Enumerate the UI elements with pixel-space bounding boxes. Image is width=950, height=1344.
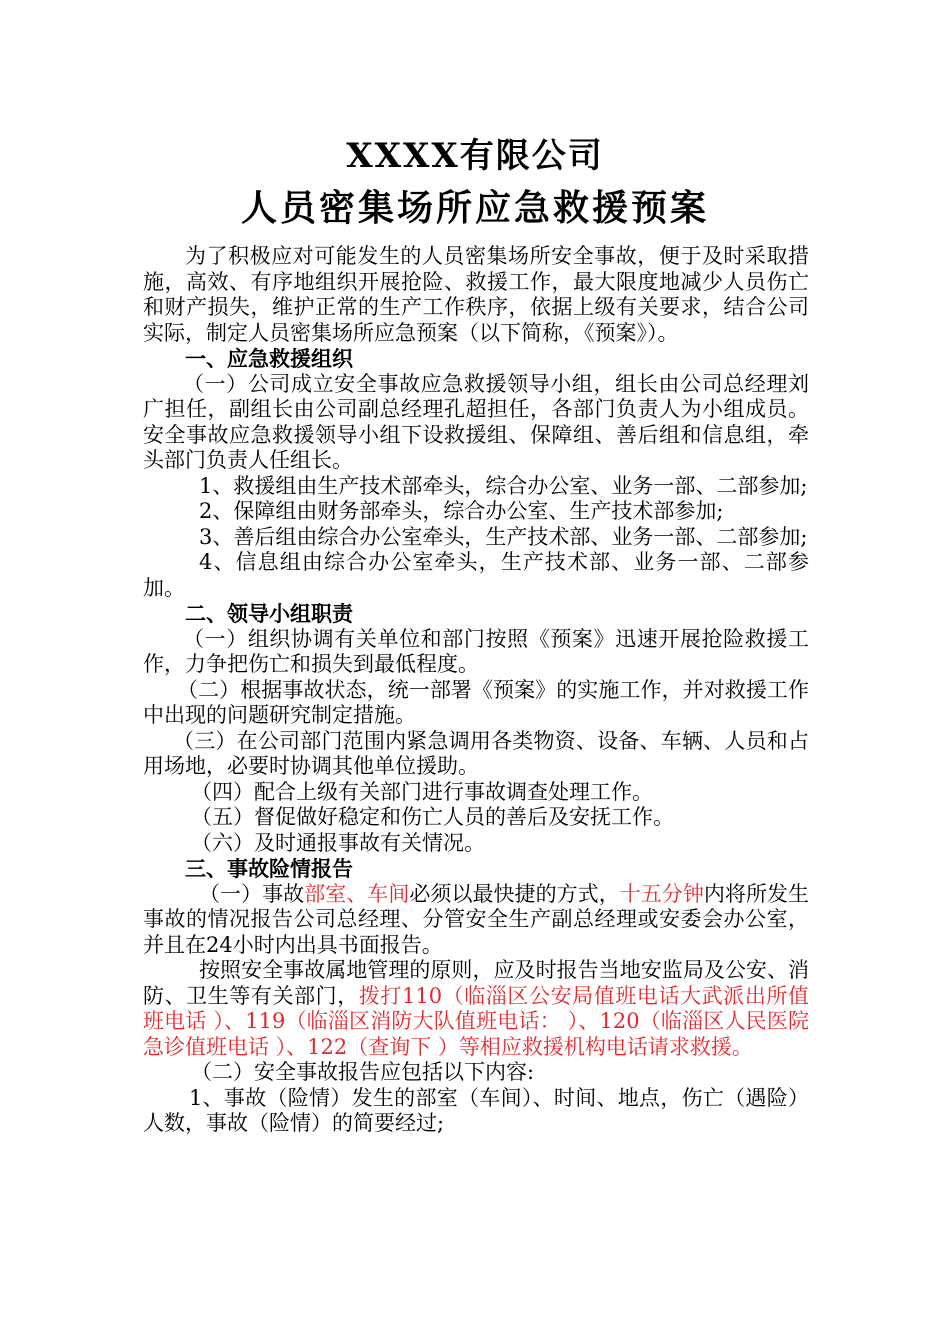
p1-part-e: 内将所发生事故的情况报告公司总经理、分管安全生产副总经理或安委会办公室，并且在24小时内出具书面报告。	[143, 881, 810, 957]
section3-paragraph-1	[143, 882, 809, 959]
plan-title: 人员密集场所应急救援预案	[240, 187, 709, 229]
section2-heading: 二、领导小组职责	[185, 601, 353, 626]
section2-item-3: （三）在公司部门范围内紧急调用各类物资、设备、车辆、人员和占用场地，必要时协调其他单位援助。	[143, 728, 809, 778]
section1-item-2: 2、保障组由财务部牵头，综合办公室、生产技术部参加;	[199, 499, 724, 523]
company-title: XXXX有限公司	[346, 136, 604, 176]
section1-item-3: 3、善后组由综合办公室牵头，生产技术部、业务一部、二部参加;	[199, 524, 808, 549]
section2-item-4: （四）配合上级有关部门进行事故调查处理工作。	[191, 779, 653, 804]
section3-paragraph-3: （二）安全事故报告应包括以下内容:	[191, 1060, 535, 1084]
p1-part-c: 必须以最快捷的方式，	[409, 881, 620, 906]
section1-item-4: 4、信息组由综合办公室牵头，生产技术部、业务一部、二部参加。	[143, 550, 809, 600]
section2-item-5: （五）督促做好稳定和伤亡人员的善后及安抚工作。	[191, 805, 674, 829]
section1-heading: 一、应急救援组织	[185, 346, 353, 371]
p2-part-a: 按照安全事故属地管理的原则，应及时报告当地安监局及公安、消防、卫生等有关部门，	[143, 958, 809, 1008]
section2-item-1: （一）组织协调有关单位和部门按照《预案》迅速开展抢险救援工作，力争把伤亡和损失到最低程度。	[143, 626, 809, 676]
section3-heading: 三、事故险情报告	[185, 856, 353, 881]
section2-item-6: （六）及时通报事故有关情况。	[191, 830, 485, 855]
intro-paragraph: 为了积极应对可能发生的人员密集场所安全事故，便于及时采取措施，高效、有序地组织开展抢险、救援工作，最大限度地减少人员伤亡和财产损失，维护正常的生产工作秩序，依据上级有关要求，结合公司实际，制定人员密集场所应急预案（以下简称，《预案》）。	[143, 244, 809, 345]
document-body	[143, 244, 809, 1137]
section3-paragraph-4: 1、事故（险情）发生的部室（车间）、时间、地点，伤亡（遇险）人数，事故（险情）的简要经过;	[143, 1085, 809, 1135]
time-limit-highlight: 十五分钟	[619, 881, 704, 906]
p1-part-a: （一）事故	[199, 881, 305, 906]
section3-paragraph-2	[143, 958, 809, 1060]
section1-paragraph: （一）公司成立安全事故应急救援领导小组，组长由公司总经理刘广担任，副组长由公司副总经理孔超担任，各部门负责人为小组成员。安全事故应急救援领导小组下设救援组、保障组、善后组和信息组，牵头部门负责人任组长。	[143, 371, 809, 472]
emergency-numbers-highlight: 拨打110（临淄区公安局值班电话大武派出所值班电话 ）、119（临淄区消防大队值班电话： ）、120（临淄区人民医院急诊值班电话 ）、122（查询下 ）等相应救援机构电话请求救援。	[143, 983, 810, 1059]
section2-item-2: （二）根据事故状态，统一部署《预案》的实施工作，并对救援工作中出现的问题研究制定措施。	[143, 677, 809, 727]
section1-item-1: 1、救援组由生产技术部牵头，综合办公室、业务一部、二部参加;	[199, 473, 808, 498]
department-highlight: 部室、车间	[304, 881, 410, 906]
